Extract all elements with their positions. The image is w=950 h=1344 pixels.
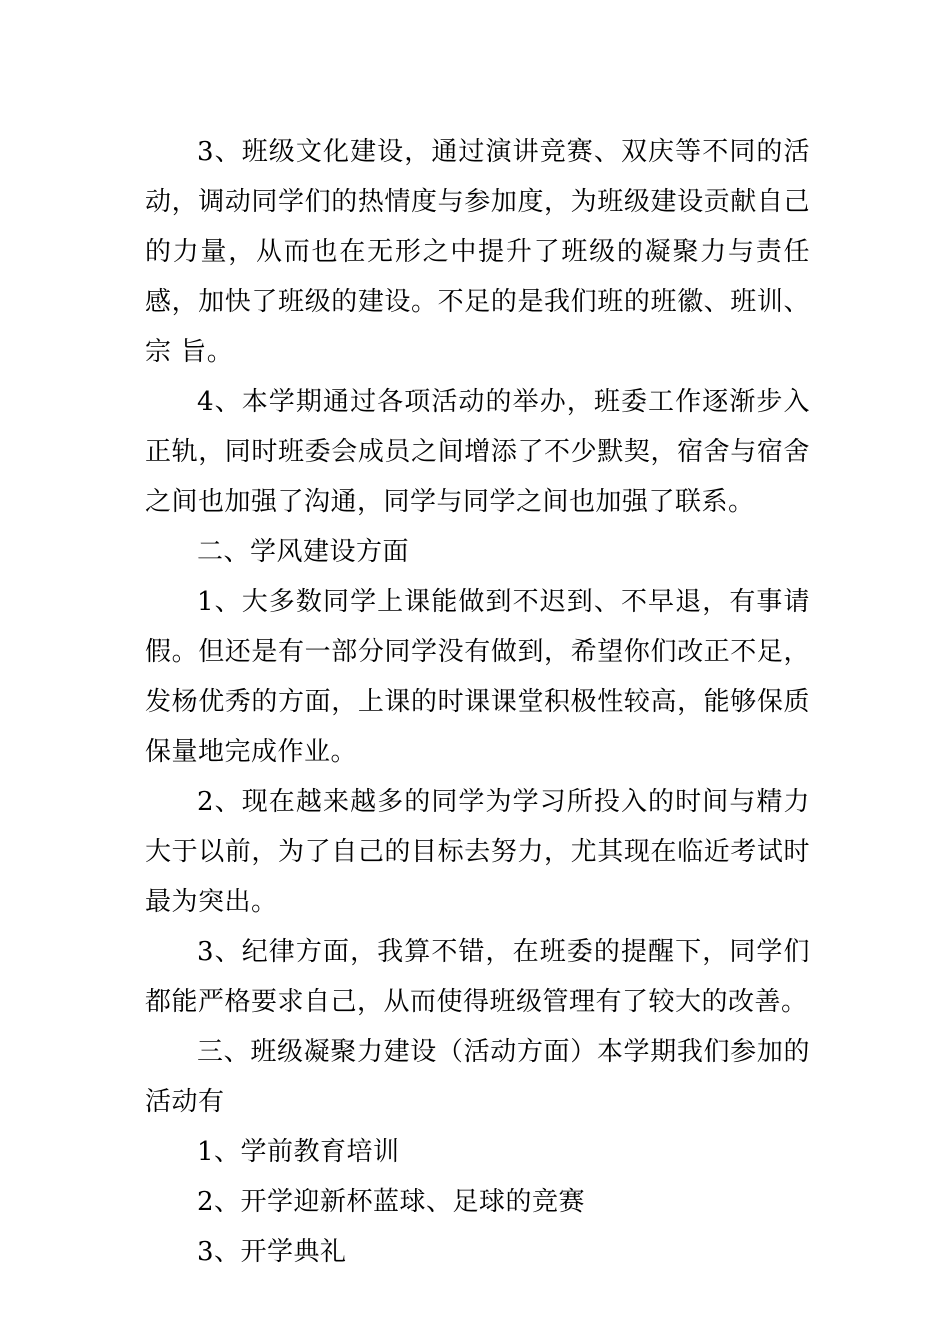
paragraph-culture-building: 3、班级文化建设，通过演讲竞赛、双庆等不同的活动，调动同学们的热情度与参加度，为班级建设贡献自己的力量，从而也在无形之中提升了班级的凝聚力与责任感，加快了班级的建设。不足的是我们班的班徽、班训、宗 旨。 <box>145 137 810 367</box>
document-body <box>145 127 810 1277</box>
section-heading-study-style: 二、学风建设方面 <box>197 537 410 567</box>
paragraph-discipline: 3、纪律方面，我算不错，在班委的提醒下，同学们都能严格要求自己，从而使得班级管理有了较大的改善。 <box>145 937 810 1017</box>
paragraph-study-time: 2、现在越来越多的同学为学习所投入的时间与精力大于以前，为了自己的目标去努力，尤其现在临近考试时最为突出。 <box>145 787 810 917</box>
paragraph-committee-work: 4、本学期通过各项活动的举办，班委工作逐渐步入正轨，同时班委会成员之间增添了不少默契，宿舍与宿舍之间也加强了沟通，同学与同学之间也加强了联系。 <box>145 387 810 517</box>
list-item-activity: 1、学前教育培训 <box>197 1137 400 1167</box>
list-item-activity: 2、开学迎新杯蓝球、足球的竞赛 <box>197 1187 586 1217</box>
list-item-activity: 3、开学典礼 <box>197 1237 347 1267</box>
paragraph-attendance: 1、大多数同学上课能做到不迟到、不早退，有事请假。但还是有一部分同学没有做到，希望你们改正不足，发杨优秀的方面，上课的时课课堂积极性较高，能够保质保量地完成作业。 <box>145 587 810 767</box>
section-heading-cohesion: 三、班级凝聚力建设（活动方面）本学期我们参加的活动有 <box>145 1037 810 1117</box>
